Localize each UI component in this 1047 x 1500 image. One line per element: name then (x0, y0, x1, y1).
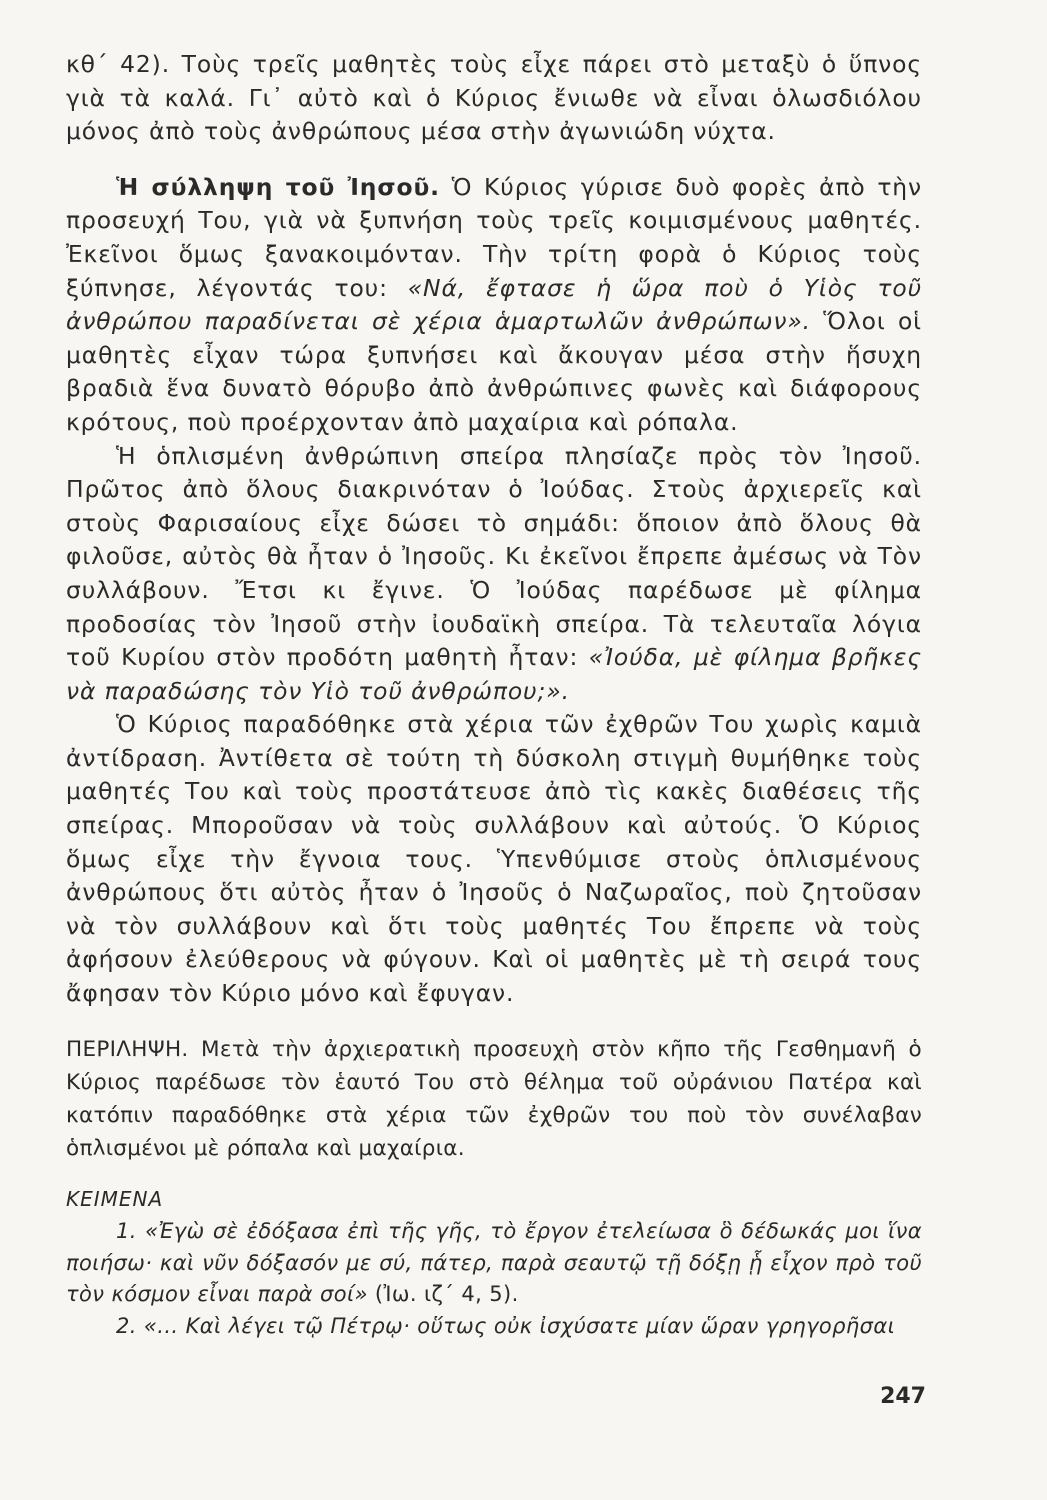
text-1-quote: 1. «Ἐγὼ σὲ ἐδόξασα ἐπὶ τῆς γῆς, τὸ ἔργον ἐτελείωσα ὃ δέδωκάς μοι ἵνα ποιήσω· καὶ νῦν δόξασόν με σύ, πάτερ, παρὰ σεαυτῷ τῇ δόξῃ ᾗ εἶχον πρὸ τοῦ τὸν κόσμον εἶναι παρὰ σοί» (66, 1219, 922, 1307)
paragraph-3-text: Ἡ ὁπλισμένη ἀνθρώπινη σπείρα πλησίαζε πρὸς τὸν Ἰησοῦ. Πρῶτος ἀπὸ ὅλους διακρινόταν ὁ Ἰούδας. Στοὺς ἀρχιερεῖς καὶ στοὺς Φαρισαίους εἶχε δώσει τὸ σημάδι: ὅποιον ἀπὸ ὅλους θὰ φιλοῦσε, αὐτὸς θὰ ἦταν ὁ Ἰησοῦς. Κι ἐκεῖνοι ἔπρεπε ἀμέσως νὰ Τὸν συλλάβουν. Ἔτσι κι ἔγινε. Ὁ Ἰούδας παρέδωσε μὲ φίλημα προδοσίας τὸν Ἰησοῦ στὴν ἰουδαϊκὴ σπείρα. Τὰ τελευταῖα λόγια τοῦ Κυρίου στὸν προδότη μαθητὴ ἦταν: (66, 441, 922, 672)
page-body (66, 48, 922, 1342)
text-2: 2. «... Καὶ λέγει τῷ Πέτρῳ· οὕτως οὐκ ἰσχύσατε μίαν ὥραν γρηγορῆσαι (116, 1313, 896, 1338)
paragraph-3-quote: «Ἰούδα, μὲ φίλημα βρῆκες νὰ παραδώσης τὸν Υἱὸ τοῦ ἀνθρώπου;». (66, 643, 922, 705)
summary-paragraph: ΠΕΡΙΛΗΨΗ. Μετὰ τὴν ἀρχιερατικὴ προσευχὴ στὸν κῆπο τῆς Γεσθημανῆ ὁ Κύριος παρέδωσε τὸν ἑαυτό Του στὸ θέλημα τοῦ οὐράνιου Πατέρα καὶ κατόπιν παραδόθηκε στὰ χέρια τῶν ἐχθρῶν του ποὺ τὸν συνέλαβαν ὁπλισμένοι μὲ ρόπαλα καὶ μαχαίρια. (66, 1036, 922, 1161)
text-1 (66, 1216, 922, 1311)
paragraph-2-quote: «Νά, ἔφτασε ἡ ὥρα ποὺ ὁ Υἱὸς τοῦ ἀνθρώπου παραδίνεται σὲ χέρια ἁμαρτωλῶν ἀνθρώπων». (66, 273, 923, 336)
text-1-reference: (Ἰω. ιζ΄ 4, 5). (367, 1282, 519, 1307)
paragraph-2 (66, 171, 922, 440)
paragraph-4: Ὁ Κύριος παραδόθηκε στὰ χέρια τῶν ἐχθρῶν Του χωρὶς καμιὰ ἀντίδραση. Ἀντίθετα σὲ τούτη τὴ δύσκολη στιγμὴ θυμήθηκε τοὺς μαθητές Του καὶ τοὺς προστάτευσε ἀπὸ τὶς κακὲς διαθέσεις τῆς σπείρας. Μποροῦσαν νὰ τοὺς συλλάβουν καὶ αὐτούς. Ὁ Κύριος ὅμως εἶχε τὴν ἔγνοια τους. Ὑπενθύμισε στοὺς ὁπλισμένους ἀνθρώπους ὅτι αὐτὸς ἦταν ὁ Ἰησοῦς ὁ Ναζωραῖος, ποὺ ζητοῦσαν νὰ τὸν συλλάβουν καὶ ὅτι τοὺς μαθητές Του ἔπρεπε νὰ τοὺς ἀφήσουν ἐλεύθερους νὰ φύγουν. Καὶ οἱ μαθητὲς μὲ τὴ σειρά τους ἄφησαν τὸν Κύριο μόνο καὶ ἔφυγαν. (66, 710, 922, 1008)
paragraph-2-text-b: Ὅλοι οἱ μαθητὲς εἶχαν τώρα ξυπνήσει καὶ ἄκουγαν μέσα στὴν ἥσυχη βραδιὰ ἕνα δυνατὸ θόρυβο ἀπὸ ἀνθρώπινες φωνὲς καὶ διάφορους κρότους, ποὺ προέρχονταν ἀπὸ μαχαίρια καὶ ρόπαλα. (66, 307, 922, 436)
paragraph-3 (66, 440, 922, 709)
texts-title: ΚΕΙΜΕΝΑ (66, 1186, 164, 1211)
paragraph-2-text-a: Ὁ Κύριος γύρισε δυὸ φορὲς ἀπὸ τὴν προσευχή Του, γιὰ νὰ ξυπνήση τοὺς τρεῖς κοιμισμένους μαθητές. Ἐκεῖνοι ὅμως ξανακοιμόνταν. Τὴν τρίτη φορὰ ὁ Κύριος τοὺς ξύπνησε, λέγοντάς του: (66, 172, 922, 302)
paragraph-1: κθ΄ 42). Τοὺς τρεῖς μαθητὲς τοὺς εἶχε πάρει στὸ μεταξὺ ὁ ὕπνος γιὰ τὰ καλά. Γι᾽ αὐτὸ καὶ ὁ Κύριος ἔνιωθε νὰ εἶναι ὁλωσδιόλου μόνος ἀπὸ τοὺς ἀνθρώπους μέσα στὴν ἀγωνιώδη νύχτα. (66, 50, 922, 146)
page-number: 247 (880, 1384, 926, 1409)
section-heading: Ἡ σύλληψη τοῦ Ἰησοῦ. (116, 172, 440, 201)
